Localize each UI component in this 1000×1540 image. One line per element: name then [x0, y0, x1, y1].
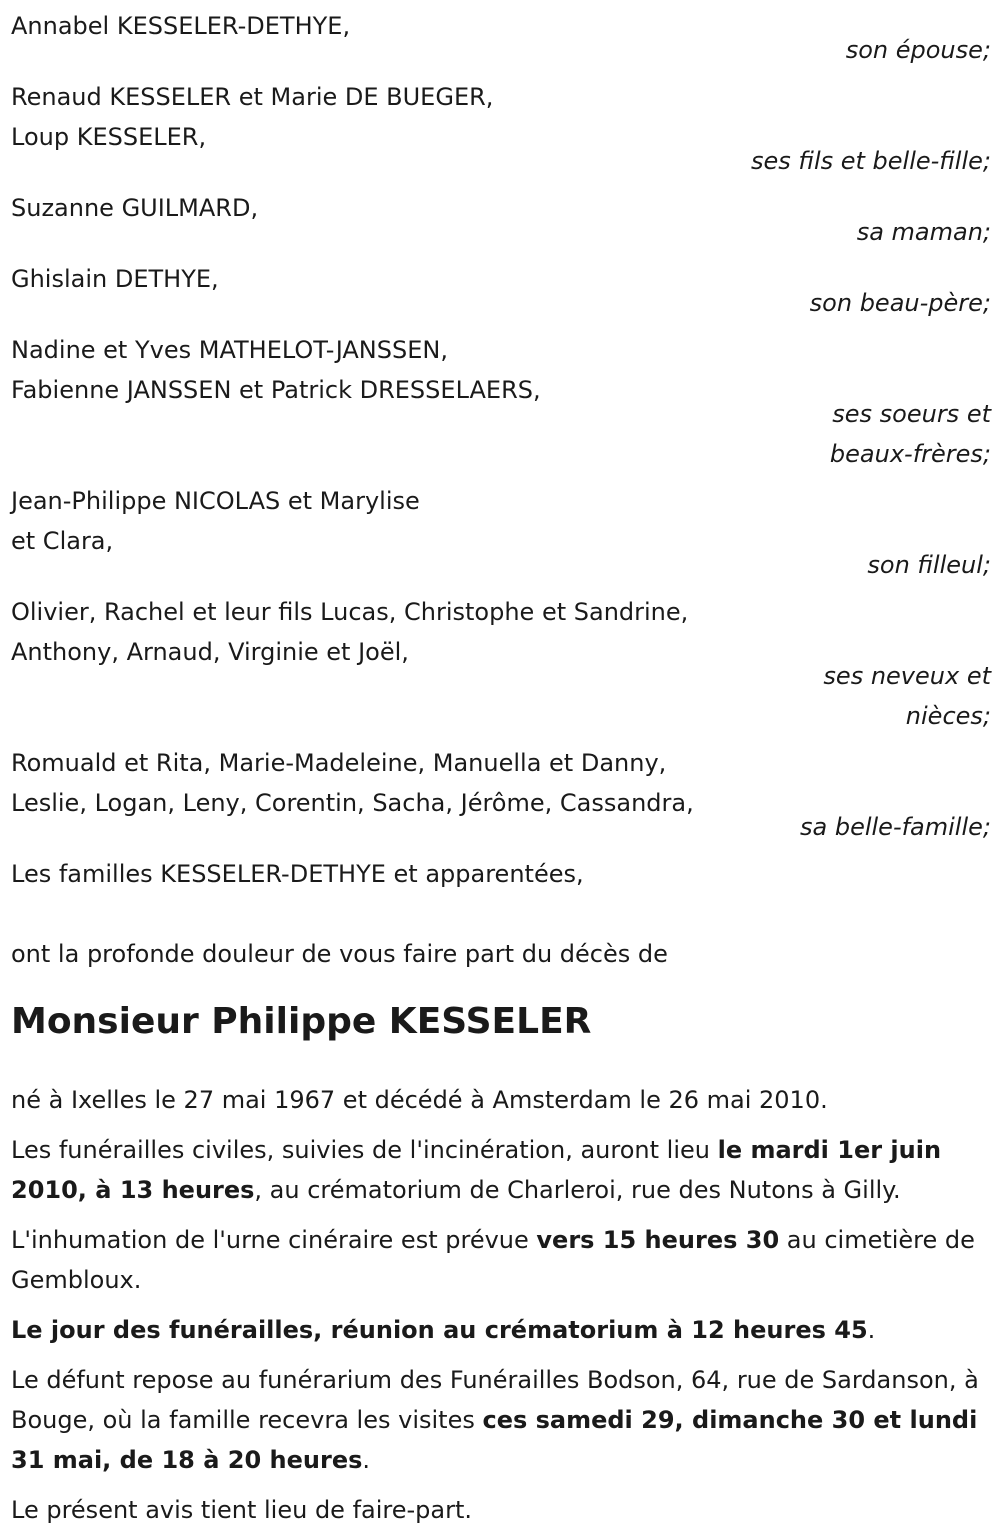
family-group	[11, 188, 991, 252]
burial-place: au cimetière de Gembloux.	[11, 1226, 975, 1294]
obituary-notice	[11, 6, 991, 1540]
family-relation: son épouse;	[845, 36, 991, 64]
announcement: ont la profonde douleur de vous faire part du décès de	[11, 940, 668, 968]
family-names: Anthony, Arnaud, Virginie et Joël,	[11, 638, 409, 666]
family-group	[11, 743, 991, 847]
burial-paragraph	[11, 1220, 991, 1300]
visits-text: Le défunt repose au funérarium des Funérailles Bodson, 64, rue de Sardanson, à Bouge, où la famille recevra les visites	[11, 1366, 979, 1434]
family-names: Olivier, Rachel et leur fils Lucas, Christophe et Sandrine,	[11, 598, 689, 626]
family-names: Fabienne JANSSEN et Patrick DRESSELAERS,	[11, 376, 541, 404]
family-names: Leslie, Logan, Leny, Corentin, Sacha, Jérôme, Cassandra,	[11, 789, 694, 817]
funeral-place: , au crématorium de Charleroi, rue des Nutons à Gilly.	[254, 1176, 901, 1204]
family-names: Loup KESSELER,	[11, 123, 207, 151]
family-names: Jean-Philippe NICOLAS et Marylise	[11, 487, 420, 515]
visits-end: .	[362, 1446, 371, 1474]
funeral-paragraph	[11, 1130, 991, 1210]
family-relation: ses soeurs et	[832, 400, 991, 428]
family-names: Nadine et Yves MATHELOT-JANSSEN,	[11, 336, 448, 364]
closing-line: Le présent avis tient lieu de faire-part.	[11, 1496, 473, 1524]
family-relation: ses fils et belle-fille;	[751, 147, 991, 175]
family-names: Ghislain DETHYE,	[11, 265, 219, 293]
family-names: et Clara,	[11, 527, 114, 555]
family-names: Suzanne GUILMARD,	[11, 194, 259, 222]
family-names: Renaud KESSELER et Marie DE BUEGER,	[11, 83, 494, 111]
meeting-text: Le jour des funérailles, réunion au crématorium à 12 heures 45	[11, 1316, 868, 1344]
visits-paragraph	[11, 1360, 991, 1480]
family-group	[11, 330, 991, 474]
birth-death: né à Ixelles le 27 mai 1967 et décédé à Amsterdam le 26 mai 2010.	[11, 1086, 828, 1114]
visits-dates: ces samedi 29, dimanche 30 et lundi 31 mai, de 18 à 20 heures	[11, 1406, 978, 1474]
family-group	[11, 77, 991, 181]
meeting-paragraph	[11, 1310, 991, 1350]
family-relation: sa maman;	[856, 218, 991, 246]
family-names: Annabel KESSELER-DETHYE,	[11, 12, 351, 40]
burial-time: vers 15 heures 30	[536, 1226, 780, 1254]
burial-text: L'inhumation de l'urne cinéraire est prévue	[11, 1226, 537, 1254]
family-names: Romuald et Rita, Marie-Madeleine, Manuella et Danny,	[11, 749, 667, 777]
meeting-end: .	[867, 1316, 876, 1344]
families-line: Les familles KESSELER-DETHYE et apparentées,	[11, 860, 584, 888]
family-relation: sa belle-famille;	[800, 813, 991, 841]
family-relation: son beau-père;	[809, 289, 991, 317]
family-group	[11, 592, 991, 736]
family-group	[11, 481, 991, 585]
family-relation: nièces;	[905, 702, 991, 730]
family-relation: son filleul;	[867, 551, 991, 579]
funeral-date: le mardi 1er juin 2010, à 13 heures	[11, 1136, 942, 1204]
deceased-name: Monsieur Philippe KESSELER	[11, 1001, 592, 1042]
family-group	[11, 6, 991, 70]
family-relation: beaux-frères;	[829, 440, 991, 468]
family-group	[11, 259, 991, 323]
family-relation: ses neveux et	[823, 662, 991, 690]
funeral-text: Les funérailles civiles, suivies de l'incinération, auront lieu	[11, 1136, 718, 1164]
